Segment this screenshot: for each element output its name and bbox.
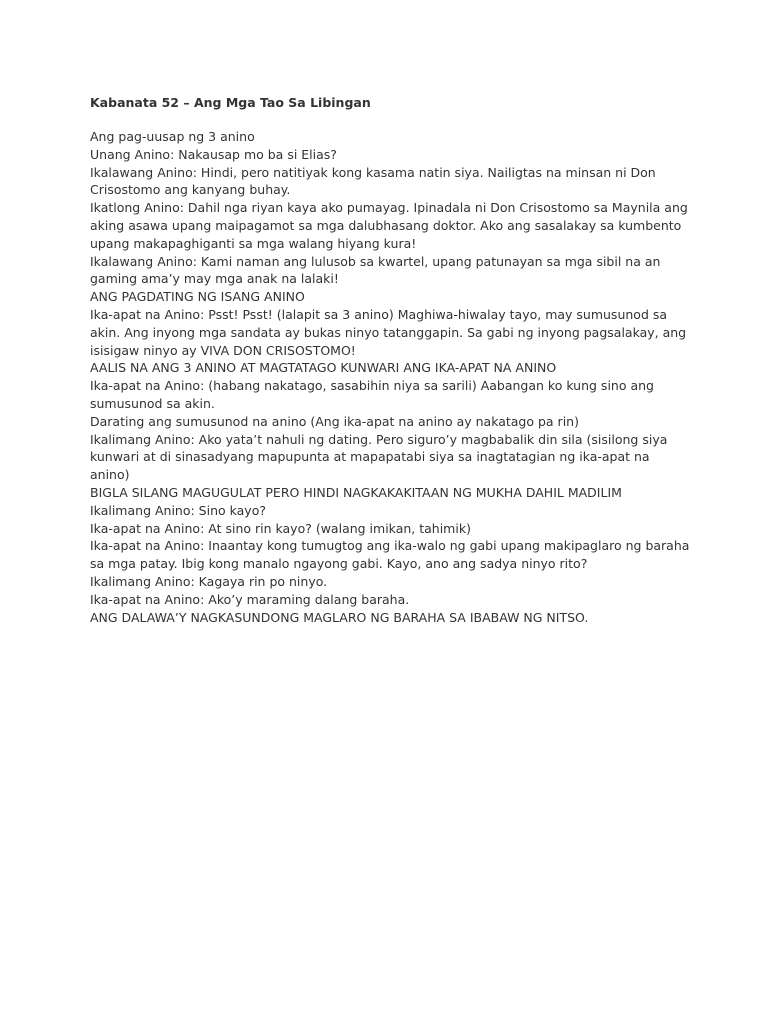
text-line: Ikalimang Anino: Sino kayo?: [90, 502, 266, 518]
text-line: Ika-apat na Anino: (habang nakatago, sasabihin niya sa sarili) Aabangan ko kung sino ang: [90, 378, 654, 394]
text-line: Ikalawang Anino: Kami naman ang lulusob sa kwartel, upang patunayan sa mga sibil na an: [90, 253, 661, 269]
text-line: Darating ang sumusunod na anino (Ang ika-apat na anino ay nakatago pa rin): [90, 413, 579, 429]
text-line: Ikalawang Anino: Hindi, pero natitiyak kong kasama natin siya. Nailigtas na minsan ni Don: [90, 164, 656, 180]
text-line: ANG DALAWA’Y NAGKASUNDONG MAGLARO NG BARAHA SA IBABAW NG NITSO.: [90, 609, 589, 625]
document-page: [90, 94, 690, 626]
text-line: upang makapaghiganti sa mga walang hiyang kura!: [90, 235, 417, 251]
document-body: [90, 128, 690, 626]
text-line: Ang pag-uusap ng 3 anino: [90, 129, 255, 144]
text-line: BIGLA SILANG MAGUGULAT PERO HINDI NAGKAKAKITAAN NG MUKHA DAHIL MADILIM: [90, 484, 622, 500]
text-line: Crisostomo ang kanyang buhay.: [90, 182, 291, 198]
text-line: Ika-apat na Anino: At sino rin kayo? (walang imikan, tahimik): [90, 520, 471, 536]
text-line: Ikalimang Anino: Kagaya rin po ninyo.: [90, 573, 328, 589]
text-line: sa mga patay. Ibig kong manalo ngayong gabi. Kayo, ano ang sadya ninyo rito?: [90, 556, 588, 572]
text-line: sumusunod sa akin.: [90, 395, 215, 411]
text-line: Unang Anino: Nakausap mo ba si Elias?: [90, 146, 337, 162]
text-line: ANG PAGDATING NG ISANG ANINO: [90, 289, 305, 305]
text-line: Ikalimang Anino: Ako yata’t nahuli ng dating. Pero siguro’y magbabalik din sila (sisilong siya: [90, 431, 668, 447]
text-line: kunwari at di sinasadyang mapupunta at mapapatabi siya sa inagtatagian ng ika-apat na: [90, 449, 650, 465]
text-line: gaming ama’y may mga anak na lalaki!: [90, 271, 339, 287]
text-line: Ika-apat na Anino: Psst! Psst! (lalapit sa 3 anino) Maghiwa-hiwalay tayo, may sumusunod sa: [90, 306, 668, 322]
text-line: aking asawa upang maipagamot sa mga dalubhasang doktor. Ako ang sasalakay sa kumbento: [90, 217, 682, 233]
text-line: AALIS NA ANG 3 ANINO AT MAGTATAGO KUNWARI ANG IKA-APAT NA ANINO: [90, 360, 557, 376]
text-line: isisigaw ninyo ay VIVA DON CRISOSTOMO!: [90, 342, 356, 358]
text-line: Ikatlong Anino: Dahil nga riyan kaya ako pumayag. Ipinadala ni Don Crisostomo sa Maynila ang: [90, 200, 688, 216]
text-line: Ika-apat na Anino: Inaantay kong tumugtog ang ika-walo ng gabi upang makipaglaro ng baraha: [90, 538, 690, 554]
text-line: Ika-apat na Anino: Ako’y maraming dalang baraha.: [90, 591, 410, 607]
chapter-title: Kabanata 52 – Ang Mga Tao Sa Libingan: [90, 95, 371, 110]
text-line: akin. Ang inyong mga sandata ay bukas ninyo tatanggapin. Sa gabi ng inyong pagsalakay, ang: [90, 324, 687, 340]
text-line: anino): [90, 467, 130, 483]
